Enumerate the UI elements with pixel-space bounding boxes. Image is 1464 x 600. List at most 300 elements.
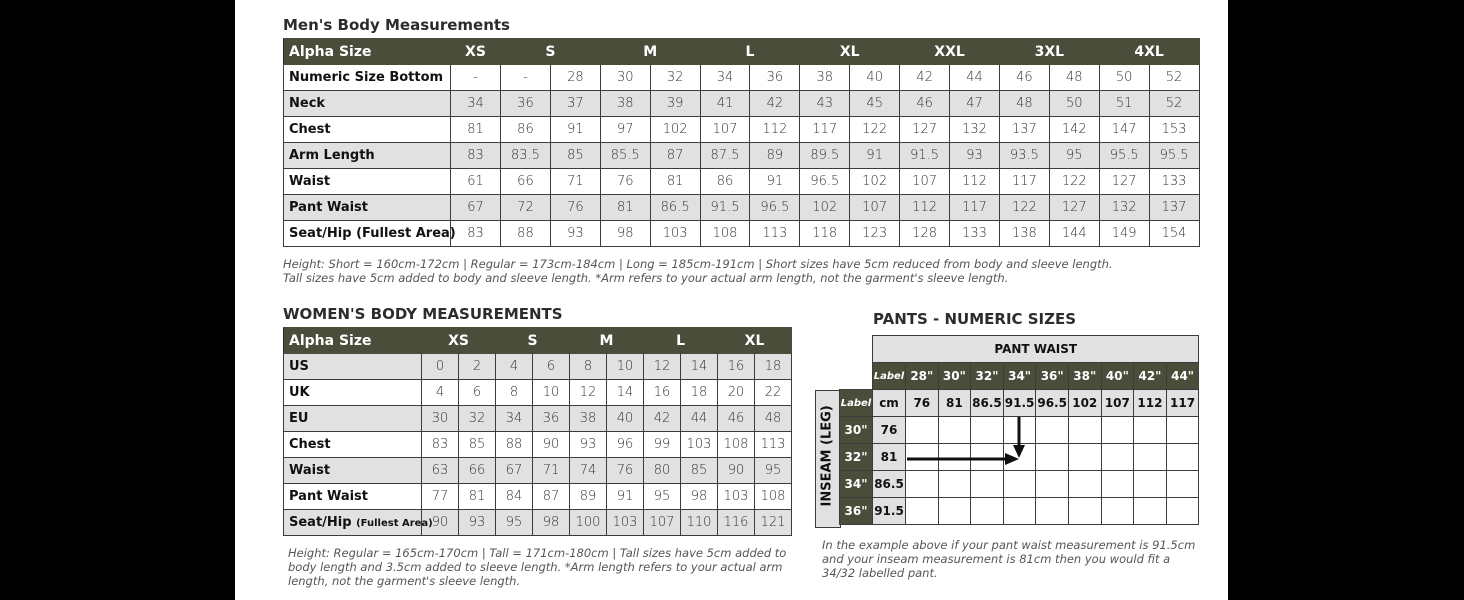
mens-cell-value: 91 (850, 143, 900, 169)
mens-cell-value: 66 (501, 169, 551, 195)
pants-grid-cell (1101, 471, 1134, 498)
mens-cell-value: 43 (800, 91, 850, 117)
pants-grid-cell (1036, 417, 1069, 444)
mens-cell-value: 147 (1099, 117, 1149, 143)
womens-table-row (284, 484, 792, 510)
pants-waist-cm: 107 (1101, 390, 1134, 417)
pants-size-table (839, 335, 1199, 525)
mens-cell-value: 117 (999, 169, 1049, 195)
womens-cell-value: 40 (607, 406, 644, 432)
pants-inseam-cm: 81 (873, 444, 906, 471)
womens-cell-value: 6 (459, 380, 496, 406)
womens-row-label (284, 354, 422, 380)
pants-grid-cell (1166, 471, 1199, 498)
womens-row-label-text: US (289, 359, 309, 374)
mens-cell-value: 51 (1099, 91, 1149, 117)
mens-cell-value: 95 (1049, 143, 1099, 169)
mens-note-line-2: Tall sizes have 5cm added to body and sleeve length. *Arm refers to your actual arm length, not the garment's sleeve length. (283, 271, 1009, 285)
womens-header-size: M (570, 328, 644, 354)
mens-cell-value: 112 (950, 169, 1000, 195)
mens-cell-value: 91.5 (700, 195, 750, 221)
mens-cell-value: 95.5 (1099, 143, 1149, 169)
pants-waist-label-row (840, 363, 1199, 390)
pants-grid-cell (1134, 417, 1167, 444)
womens-cell-value: 10 (533, 380, 570, 406)
pants-grid-cell (1166, 498, 1199, 525)
inseam-title: INSEAM (LEG) (819, 405, 835, 507)
mens-cell-value: 88 (501, 221, 551, 247)
womens-cell-value: 113 (755, 432, 792, 458)
womens-cell-value: 95 (496, 510, 533, 536)
mens-cell-value: 117 (800, 117, 850, 143)
womens-cell-value: 8 (496, 380, 533, 406)
pants-waist-title-row (840, 336, 1199, 363)
womens-cell-value: 66 (459, 458, 496, 484)
pants-waist-title: PANT WAIST (873, 336, 1199, 363)
womens-cell-value: 30 (422, 406, 459, 432)
mens-header-size: XXL (900, 39, 1000, 65)
pants-grid-cell (906, 417, 939, 444)
mens-cell-value: 85 (550, 143, 600, 169)
pants-note-line-3: 34/32 labelled pant. (822, 566, 938, 580)
pants-waist-cm: 117 (1166, 390, 1199, 417)
mens-cell-value: 96.5 (750, 195, 800, 221)
womens-header-size: S (496, 328, 570, 354)
mens-header-size: XS (451, 39, 501, 65)
mens-cell-value: 97 (600, 117, 650, 143)
womens-row-label-text: EU (289, 411, 309, 426)
mens-cell-value: 46 (900, 91, 950, 117)
mens-cell-value: 48 (999, 91, 1049, 117)
womens-cell-value: 67 (496, 458, 533, 484)
womens-cell-value: 98 (533, 510, 570, 536)
mens-table-row (284, 117, 1200, 143)
womens-cell-value: 108 (755, 484, 792, 510)
womens-cell-value: 95 (755, 458, 792, 484)
pants-waist-label: 34" (1003, 363, 1036, 390)
pants-inseam-label: 34" (840, 471, 873, 498)
mens-cell-value: 107 (700, 117, 750, 143)
pants-inseam-row (840, 444, 1199, 471)
mens-cell-value: 113 (750, 221, 800, 247)
womens-cell-value: 14 (681, 354, 718, 380)
mens-cell-value: 36 (750, 65, 800, 91)
womens-title: WOMEN'S BODY MEASUREMENTS (283, 305, 563, 323)
mens-cell-value: 83.5 (501, 143, 551, 169)
pants-cm-header: cm (873, 390, 906, 417)
pants-note-line-2: and your inseam measurement is 81cm then you would fit a (822, 552, 1171, 566)
pants-waist-cm: 81 (938, 390, 971, 417)
mens-cell-value: 93 (950, 143, 1000, 169)
pants-inseam-cm: 91.5 (873, 498, 906, 525)
womens-cell-value: 12 (570, 380, 607, 406)
womens-cell-value: 12 (644, 354, 681, 380)
womens-cell-value: 44 (681, 406, 718, 432)
womens-cell-value: 91 (607, 484, 644, 510)
mens-cell-value: 34 (700, 65, 750, 91)
mens-cell-value: 47 (950, 91, 1000, 117)
pants-waist-label: 40" (1101, 363, 1134, 390)
womens-row-label-small: (Fullest Area) (356, 518, 433, 529)
womens-cell-value: 89 (570, 484, 607, 510)
mens-cell-value: 81 (650, 169, 700, 195)
mens-cell-value: 137 (999, 117, 1049, 143)
mens-cell-value: 112 (750, 117, 800, 143)
womens-row-label-text: Chest (289, 437, 331, 452)
womens-row-label (284, 406, 422, 432)
pants-grid-cell (1101, 417, 1134, 444)
mens-cell-value: 45 (850, 91, 900, 117)
mens-cell-value: - (501, 65, 551, 91)
womens-cell-value: 6 (533, 354, 570, 380)
mens-cell-value: 133 (1149, 169, 1199, 195)
mens-header-size: 3XL (999, 39, 1099, 65)
womens-table-row (284, 354, 792, 380)
womens-row-label (284, 458, 422, 484)
mens-cell-value: 91 (750, 169, 800, 195)
mens-row-label: Pant Waist (284, 195, 451, 221)
pants-inseam-row (840, 417, 1199, 444)
pants-grid-cell (938, 471, 971, 498)
mens-cell-value: 112 (900, 195, 950, 221)
womens-cell-value: 99 (644, 432, 681, 458)
mens-cell-value: 149 (1099, 221, 1149, 247)
mens-cell-value: 72 (501, 195, 551, 221)
womens-cell-value: 16 (718, 354, 755, 380)
womens-cell-value: 46 (718, 406, 755, 432)
mens-measurements-table (283, 38, 1200, 247)
pants-grid-cell (1003, 417, 1036, 444)
mens-cell-value: 37 (550, 91, 600, 117)
mens-cell-value: 103 (650, 221, 700, 247)
mens-cell-value: 39 (650, 91, 700, 117)
womens-cell-value: 83 (422, 432, 459, 458)
pants-waist-label: 28" (906, 363, 939, 390)
mens-cell-value: 102 (650, 117, 700, 143)
womens-row-label-text: UK (289, 385, 310, 400)
womens-cell-value: 88 (496, 432, 533, 458)
womens-header-size: XS (422, 328, 496, 354)
pants-grid-cell (1068, 498, 1101, 525)
mens-row-label: Numeric Size Bottom (284, 65, 451, 91)
mens-cell-value: 132 (950, 117, 1000, 143)
mens-row-label: Neck (284, 91, 451, 117)
womens-header-size: L (644, 328, 718, 354)
mens-cell-value: 42 (750, 91, 800, 117)
mens-note-line-1: Height: Short = 160cm-172cm | Regular = 173cm-184cm | Long = 185cm-191cm | Short sizes have 5cm reduced from body and sleeve length. (283, 257, 1113, 271)
womens-cell-value: 74 (570, 458, 607, 484)
mens-cell-value: 132 (1099, 195, 1149, 221)
pants-grid-cell (971, 471, 1004, 498)
pants-waist-cm: 112 (1134, 390, 1167, 417)
womens-cell-value: 93 (570, 432, 607, 458)
mens-cell-value: 86 (501, 117, 551, 143)
pants-grid-cell (906, 498, 939, 525)
pants-inseam-cm: 76 (873, 417, 906, 444)
mens-header-size: S (501, 39, 601, 65)
womens-cell-value: 14 (607, 380, 644, 406)
mens-cell-value: 95.5 (1149, 143, 1199, 169)
mens-cell-value: 93 (550, 221, 600, 247)
pants-grid-cell (1068, 417, 1101, 444)
pants-grid-cell (1166, 417, 1199, 444)
womens-cell-value: 77 (422, 484, 459, 510)
mens-header-size: L (700, 39, 800, 65)
pants-grid-cell (938, 417, 971, 444)
womens-table-row (284, 458, 792, 484)
mens-cell-value: 38 (600, 91, 650, 117)
mens-table-row (284, 221, 1200, 247)
mens-cell-value: 91.5 (900, 143, 950, 169)
womens-cell-value: 36 (533, 406, 570, 432)
pants-grid-cell (971, 444, 1004, 471)
mens-cell-value: 93.5 (999, 143, 1049, 169)
mens-cell-value: 50 (1099, 65, 1149, 91)
mens-cell-value: 67 (451, 195, 501, 221)
mens-cell-value: 50 (1049, 91, 1099, 117)
mens-cell-value: 32 (650, 65, 700, 91)
pants-grid-cell (1134, 471, 1167, 498)
mens-cell-value: 28 (550, 65, 600, 91)
womens-cell-value: 2 (459, 354, 496, 380)
mens-cell-value: 117 (950, 195, 1000, 221)
pants-grid-cell (938, 498, 971, 525)
womens-cell-value: 4 (422, 380, 459, 406)
mens-cell-value: 41 (700, 91, 750, 117)
womens-cell-value: 76 (607, 458, 644, 484)
mens-cell-value: 86.5 (650, 195, 700, 221)
womens-cell-value: 32 (459, 406, 496, 432)
pants-inseam-row (840, 471, 1199, 498)
womens-cell-value: 85 (681, 458, 718, 484)
womens-row-label (284, 432, 422, 458)
pants-grid-cell (1003, 444, 1036, 471)
womens-cell-value: 93 (459, 510, 496, 536)
mens-cell-value: 154 (1149, 221, 1199, 247)
womens-cell-value: 80 (644, 458, 681, 484)
mens-cell-value: - (451, 65, 501, 91)
mens-table-row (284, 195, 1200, 221)
womens-cell-value: 90 (422, 510, 459, 536)
pants-inseam-label: 30" (840, 417, 873, 444)
mens-cell-value: 38 (800, 65, 850, 91)
mens-cell-value: 61 (451, 169, 501, 195)
mens-cell-value: 89.5 (800, 143, 850, 169)
mens-cell-value: 133 (950, 221, 1000, 247)
mens-cell-value: 83 (451, 143, 501, 169)
womens-cell-value: 63 (422, 458, 459, 484)
womens-cell-value: 18 (755, 354, 792, 380)
womens-cell-value: 95 (644, 484, 681, 510)
womens-cell-value: 103 (681, 432, 718, 458)
pants-grid-cell (906, 471, 939, 498)
womens-measurements-table (283, 327, 792, 536)
mens-cell-value: 76 (600, 169, 650, 195)
womens-table-row (284, 406, 792, 432)
womens-cell-value: 103 (718, 484, 755, 510)
mens-header-size: M (600, 39, 700, 65)
pants-grid-cell (971, 498, 1004, 525)
mens-cell-value: 48 (1049, 65, 1099, 91)
mens-cell-value: 107 (900, 169, 950, 195)
pants-grid-cell (1068, 444, 1101, 471)
pants-grid-cell (1036, 471, 1069, 498)
mens-cell-value: 102 (850, 169, 900, 195)
mens-cell-value: 102 (800, 195, 850, 221)
pants-waist-label: 38" (1068, 363, 1101, 390)
womens-row-label (284, 510, 433, 536)
pants-grid-cell (971, 417, 1004, 444)
mens-cell-value: 36 (501, 91, 551, 117)
mens-cell-value: 89 (750, 143, 800, 169)
pants-grid-cell (1101, 498, 1134, 525)
pants-label-header: Label (873, 363, 906, 390)
mens-cell-value: 96.5 (800, 169, 850, 195)
pants-corner-blank (840, 363, 873, 390)
mens-cell-value: 81 (451, 117, 501, 143)
pants-inseam-label: 36" (840, 498, 873, 525)
mens-row-label: Chest (284, 117, 451, 143)
mens-cell-value: 42 (900, 65, 950, 91)
womens-cell-value: 96 (607, 432, 644, 458)
mens-cell-value: 118 (800, 221, 850, 247)
mens-table-row (284, 65, 1200, 91)
pants-grid-cell (906, 444, 939, 471)
pants-grid-cell (1134, 498, 1167, 525)
mens-cell-value: 87 (650, 143, 700, 169)
pants-grid-cell (1068, 471, 1101, 498)
pants-grid-cell (938, 444, 971, 471)
womens-table-row (284, 510, 792, 536)
womens-header-size: XL (718, 328, 792, 354)
mens-cell-value: 34 (451, 91, 501, 117)
mens-header-size: XL (800, 39, 900, 65)
pants-grid-cell (1036, 498, 1069, 525)
pants-waist-cm: 102 (1068, 390, 1101, 417)
mens-cell-value: 40 (850, 65, 900, 91)
pants-grid-cell (1134, 444, 1167, 471)
pants-inseam-label: 32" (840, 444, 873, 471)
mens-row-label: Arm Length (284, 143, 451, 169)
womens-row-label-text: Seat/Hip (289, 515, 352, 530)
mens-cell-value: 44 (950, 65, 1000, 91)
mens-cell-value: 76 (550, 195, 600, 221)
womens-cell-value: 98 (681, 484, 718, 510)
womens-cell-value: 84 (496, 484, 533, 510)
womens-cell-value: 22 (755, 380, 792, 406)
womens-cell-value: 4 (496, 354, 533, 380)
pants-inseam-label-header: Label (840, 390, 873, 417)
mens-cell-value: 86 (700, 169, 750, 195)
pants-grid-cell (1003, 471, 1036, 498)
mens-cell-value: 123 (850, 221, 900, 247)
pants-inseam-row (840, 498, 1199, 525)
pants-note (822, 538, 1195, 580)
mens-cell-value: 87.5 (700, 143, 750, 169)
mens-cell-value: 107 (850, 195, 900, 221)
pants-grid-cell (1036, 444, 1069, 471)
pants-inseam-cm: 86.5 (873, 471, 906, 498)
womens-cell-value: 18 (681, 380, 718, 406)
pants-waist-cm-row (840, 390, 1199, 417)
mens-cell-value: 91 (550, 117, 600, 143)
mens-header-alpha-size: Alpha Size (284, 39, 451, 65)
pants-grid-cell (1003, 498, 1036, 525)
womens-row-label (284, 380, 422, 406)
womens-row-label (284, 484, 422, 510)
pants-waist-cm: 76 (906, 390, 939, 417)
pants-waist-label: 42" (1134, 363, 1167, 390)
mens-cell-value: 144 (1049, 221, 1099, 247)
pants-corner-blank (840, 336, 873, 363)
pants-grid-cell (1166, 444, 1199, 471)
mens-cell-value: 46 (999, 65, 1049, 91)
mens-cell-value: 30 (600, 65, 650, 91)
pants-waist-label: 30" (938, 363, 971, 390)
womens-table-row (284, 380, 792, 406)
mens-cell-value: 138 (999, 221, 1049, 247)
womens-header-row (284, 328, 792, 354)
womens-note-line-2: body length and 3.5cm added to sleeve length. *Arm length refers to your actual arm (288, 560, 783, 574)
womens-cell-value: 81 (459, 484, 496, 510)
pants-waist-cm: 96.5 (1036, 390, 1069, 417)
pants-waist-label: 44" (1166, 363, 1199, 390)
womens-cell-value: 108 (718, 432, 755, 458)
womens-cell-value: 116 (718, 510, 755, 536)
mens-cell-value: 122 (999, 195, 1049, 221)
mens-cell-value: 81 (600, 195, 650, 221)
womens-row-label-text: Pant Waist (289, 489, 369, 504)
mens-cell-value: 127 (900, 117, 950, 143)
mens-table-row (284, 143, 1200, 169)
womens-table-row (284, 432, 792, 458)
pants-title: PANTS - NUMERIC SIZES (873, 310, 1077, 328)
mens-cell-value: 122 (1049, 169, 1099, 195)
mens-cell-value: 85.5 (600, 143, 650, 169)
womens-cell-value: 16 (644, 380, 681, 406)
mens-table-row (284, 91, 1200, 117)
pants-note-line-1: In the example above if your pant waist measurement is 91.5cm (822, 538, 1196, 552)
mens-cell-value: 98 (600, 221, 650, 247)
pants-waist-label: 32" (971, 363, 1004, 390)
womens-cell-value: 8 (570, 354, 607, 380)
womens-cell-value: 107 (644, 510, 681, 536)
mens-header-size: 4XL (1099, 39, 1199, 65)
womens-cell-value: 34 (496, 406, 533, 432)
mens-cell-value: 142 (1049, 117, 1099, 143)
womens-cell-value: 48 (755, 406, 792, 432)
mens-cell-value: 71 (550, 169, 600, 195)
mens-cell-value: 153 (1149, 117, 1199, 143)
pants-grid-cell (1101, 444, 1134, 471)
pants-waist-label: 36" (1036, 363, 1069, 390)
mens-cell-value: 127 (1099, 169, 1149, 195)
womens-cell-value: 121 (755, 510, 792, 536)
mens-cell-value: 137 (1149, 195, 1199, 221)
womens-header-alpha-size: Alpha Size (284, 328, 422, 354)
womens-cell-value: 87 (533, 484, 570, 510)
pants-waist-cm: 86.5 (971, 390, 1004, 417)
mens-header-row (284, 39, 1200, 65)
womens-cell-value: 0 (422, 354, 459, 380)
mens-title: Men's Body Measurements (283, 16, 510, 34)
mens-row-label: Waist (284, 169, 451, 195)
womens-cell-value: 110 (681, 510, 718, 536)
mens-cell-value: 128 (900, 221, 950, 247)
womens-note-line-3: length, not the garment's sleeve length. (288, 574, 521, 588)
womens-note-line-1: Height: Regular = 165cm-170cm | Tall = 171cm-180cm | Tall sizes have 5cm added to (288, 546, 787, 560)
womens-cell-value: 103 (607, 510, 644, 536)
